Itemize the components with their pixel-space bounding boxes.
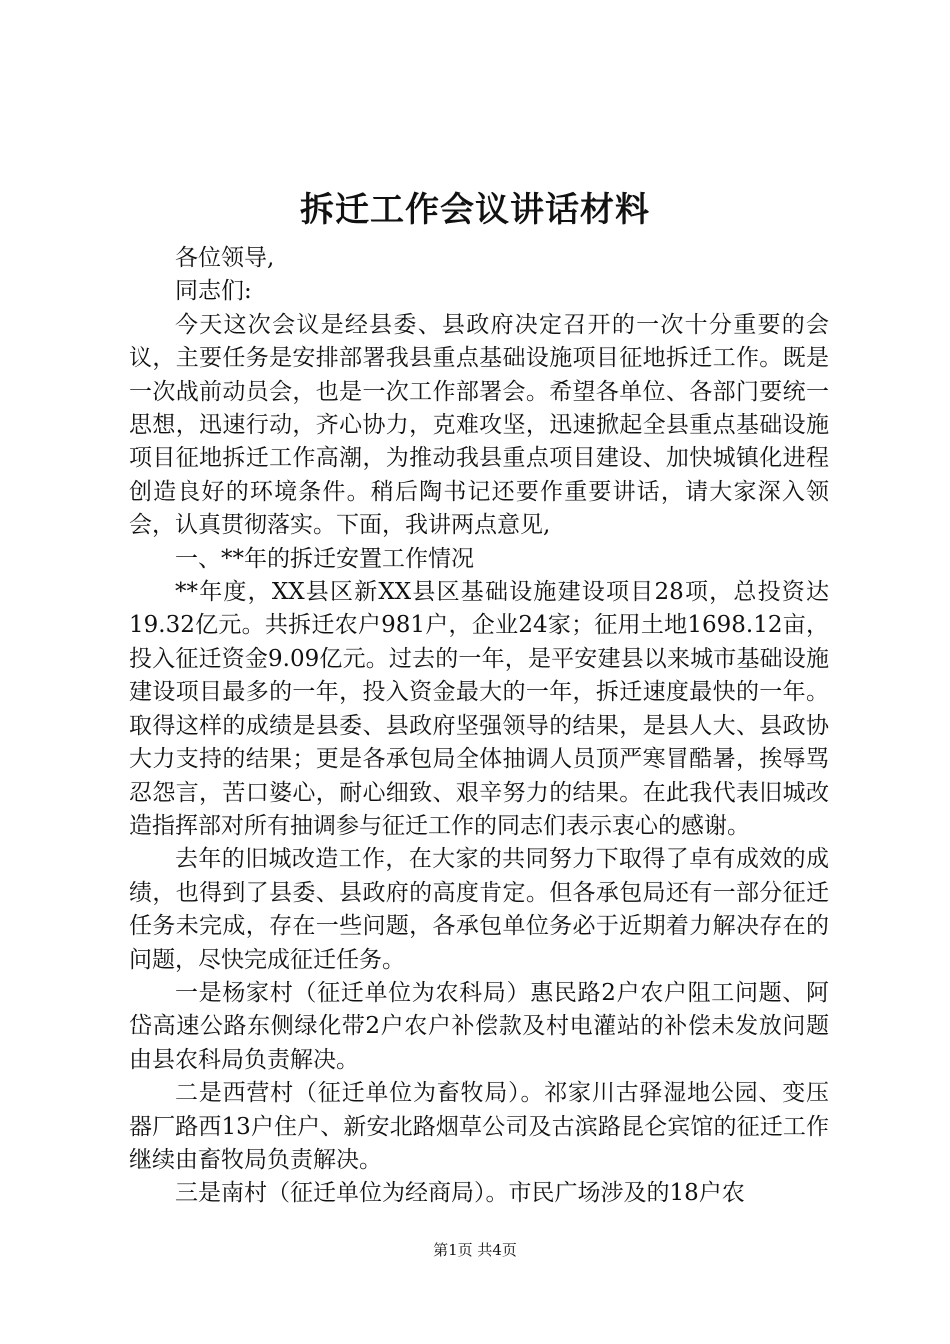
- document-title: 拆迁工作会议讲话材料: [300, 190, 650, 230]
- page-footer: 第1页 共4页: [433, 1241, 517, 1259]
- salutation-leaders: 各位领导,: [175, 245, 275, 271]
- paragraph-last-year-work: 去年的旧城改造工作，在大家的共同努力下取得了卓有成效的成绩，也得到了县委、县政府的高度肯定。但各承包局还有一部分征迁任务未完成，存在一些问题，各承包单位务必于近期着力解决存在的问题，尽快完成征迁任务。: [129, 846, 829, 973]
- salutation-comrades: 同志们:: [175, 278, 252, 305]
- paragraph-intro: 今天这次会议是经县委、县政府决定召开的一次十分重要的会议，主要任务是安排部署我县重点基础设施项目征地拆迁工作。既是一次战前动员会，也是一次工作部署会。希望各单位、各部门要统一思想，迅速行动，齐心协力，克难攻坚，迅速掀起全县重点基础设施项目征地拆迁工作高潮，为推动我县重点项目建设、加快城镇化进程创造良好的环境条件。稍后陶书记还要作重要讲话，请大家深入领会，认真贯彻落实。下面，我讲两点意见,: [129, 311, 829, 539]
- paragraph-item-3: 三是南村（征迁单位为经商局）。市民广场涉及的18户农: [175, 1180, 745, 1207]
- document-body: [129, 242, 829, 1211]
- section-heading-1: 一、**年的拆迁安置工作情况: [175, 545, 474, 572]
- paragraph-item-2: 二是西营村（征迁单位为畜牧局）。祁家川古驿湿地公园、变压器厂路西13户住户、新安北路烟草公司及古滨路昆仑宾馆的征迁工作继续由畜牧局负责解决。: [129, 1080, 829, 1173]
- paragraph-item-1: 一是杨家村（征迁单位为农科局）惠民路2户农户阻工问题、阿岱高速公路东侧绿化带2户农户补偿款及村电灌站的补偿未发放问题由县农科局负责解决。: [129, 979, 829, 1073]
- paragraph-annual-summary: **年度，XX县区新XX县区基础设施建设项目28项，总投资达19.32亿元。共拆迁农户981户，企业24家；征用土地1698.12亩，投入征迁资金9.09亿元。过去的一年，是平安建县以来城市基础设施建设项目最多的一年，投入资金最大的一年，拆迁速度最快的一年。取得这样的成绩是县委、县政府坚强领导的结果，是县人大、县政协大力支持的结果；更是各承包局全体抽调人员顶严寒冒酷暑，挨辱骂忍怨言，苦口婆心，耐心细致、艰辛努力的结果。在此我代表旧城改造指挥部对所有抽调参与征迁工作的同志们表示衷心的感谢。: [129, 579, 829, 839]
